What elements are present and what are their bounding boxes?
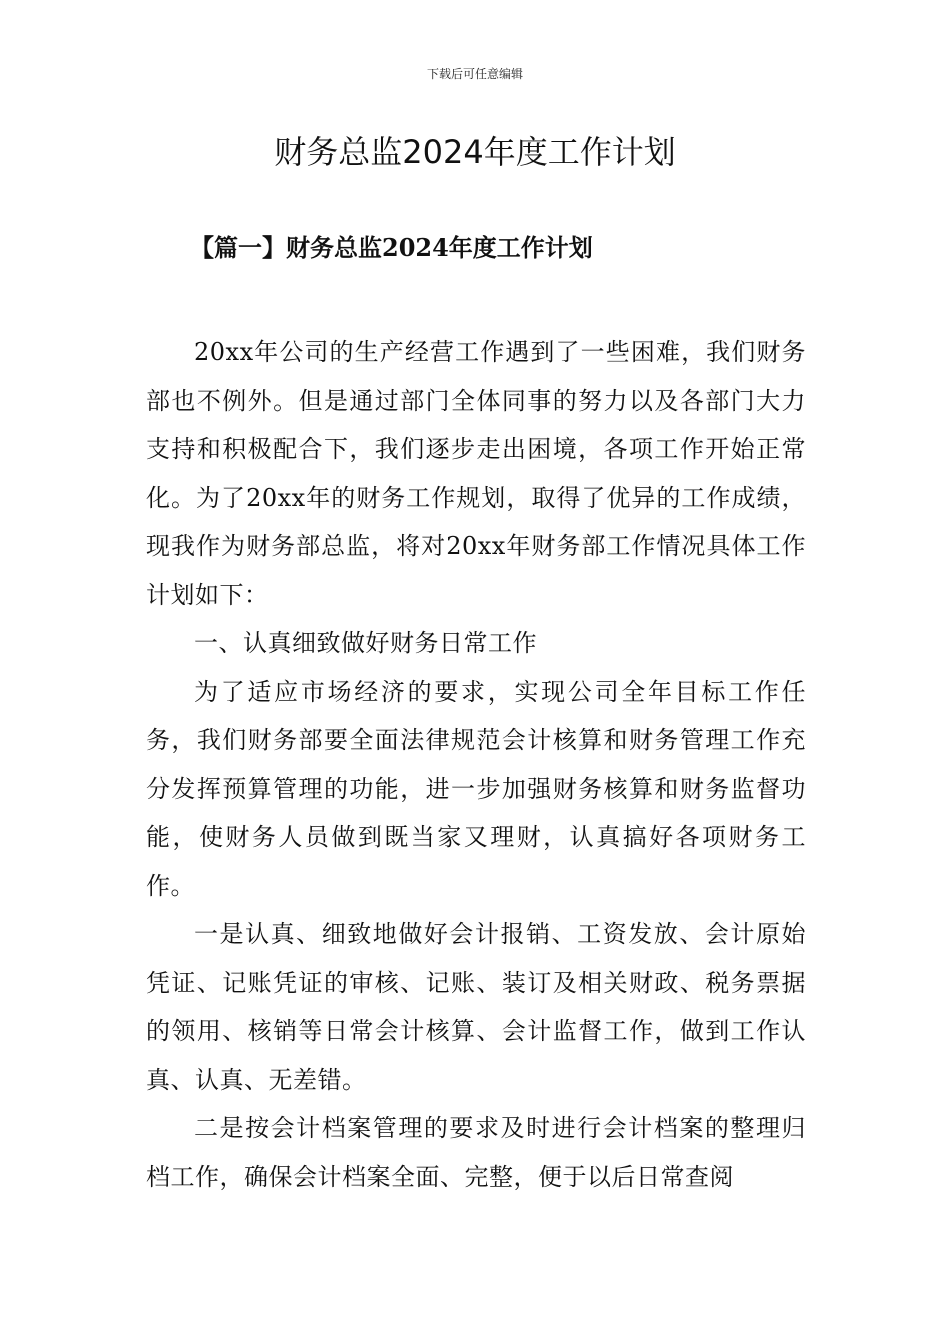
header-note: 下载后可任意编辑: [426, 67, 523, 81]
paragraph-point-two: 二是按会计档案管理的要求及时进行会计档案的整理归档工作，确保会计档案全面、完整，便于以后日常查阅: [146, 1114, 806, 1191]
document-title: 财务总监2024年度工作计划: [274, 133, 676, 171]
paragraph-subheading-one: 一、认真细致做好财务日常工作: [194, 629, 537, 657]
document-body: [146, 328, 806, 1201]
paragraph-point-one: 一是认真、细致地做好会计报销、工资发放、会计原始凭证、记账凭证的审核、记账、装订及相关财政、税务票据的领用、核销等日常会计核算、会计监督工作，做到工作认真、认真、无差错。: [146, 920, 806, 1094]
paragraph-intro: 20xx年公司的生产经营工作遇到了一些困难，我们财务部也不例外。但是通过部门全体同事的努力以及各部门大力支持和积极配合下，我们逐步走出困境，各项工作开始正常化。为了20xx年的财务工作规划，取得了优异的工作成绩，现我作为财务部总监，将对20xx年财务部工作情况具体工作计划如下：: [146, 338, 806, 609]
paragraph-requirements: 为了适应市场经济的要求，实现公司全年目标工作任务，我们财务部要全面法律规范会计核算和财务管理工作充分发挥预算管理的功能，进一步加强财务核算和财务监督功能，使财务人员做到既当家又理财，认真搞好各项财务工作。: [146, 677, 806, 900]
section-heading: 【篇一】财务总监2024年度工作计划: [190, 233, 593, 262]
